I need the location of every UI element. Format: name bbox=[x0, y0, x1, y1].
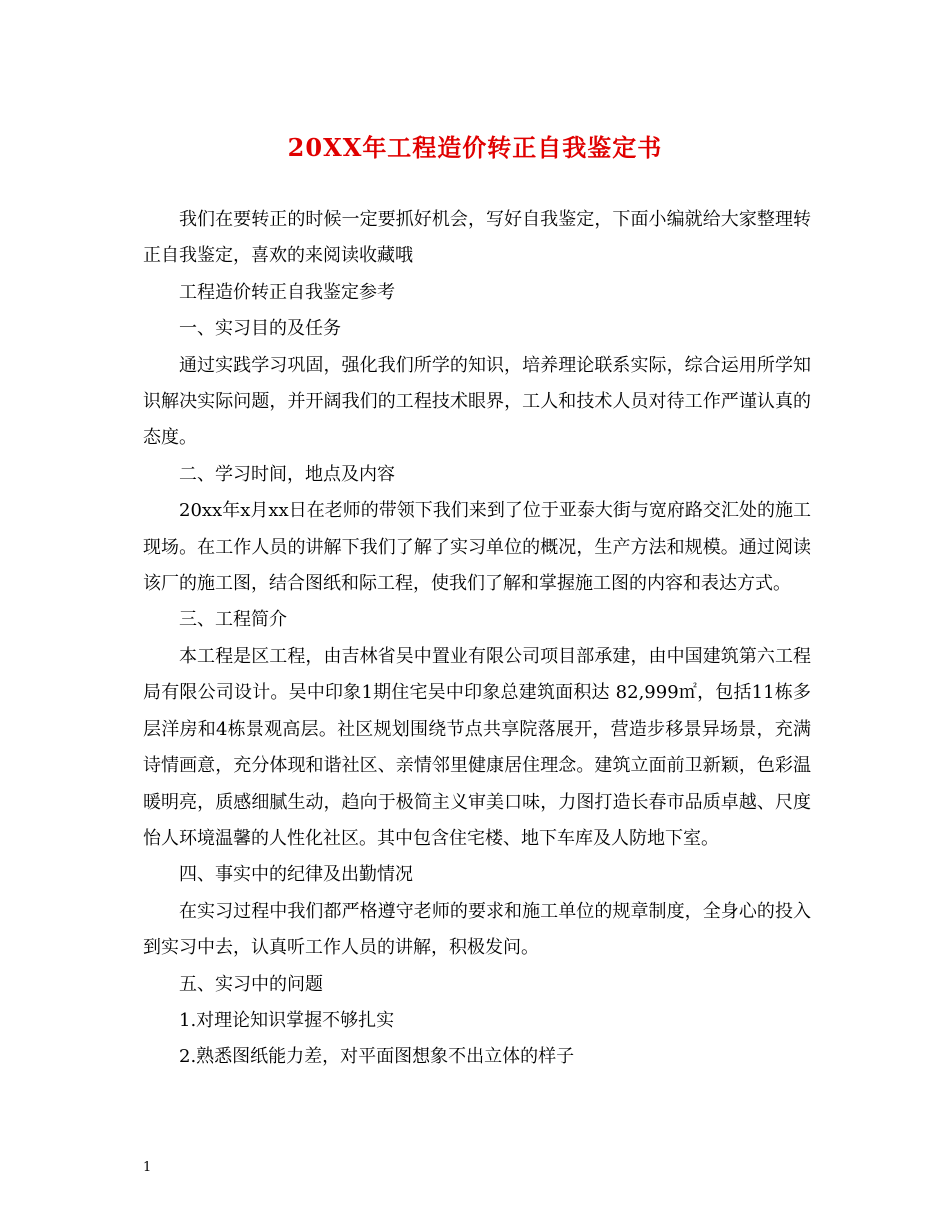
paragraph-section-2: 20xx年x月xx日在老师的带领下我们来到了位于亚泰大街与宽府路交汇处的施工现场。在工作人员的讲解下我们了解了实习单位的概况，生产方法和规模。通过阅读该厂的施工图，结合图纸和际工程，使我们了解和掌握施工图的内容和表达方式。 bbox=[143, 500, 811, 595]
document-body bbox=[143, 202, 811, 1076]
paragraph-section-3: 本工程是区工程，由吉林省吴中置业有限公司项目部承建，由中国建筑第六工程局有限公司设计。吴中印象1期住宅吴中印象总建筑面积达 82,999㎡，包括11栋多层洋房和4栋景观高层。社区规划围绕节点共享院落展开，营造步移景异场景，充满诗情画意，充分体现和谐社区、亲情邻里健康居住理念。建筑立面前卫新颖，色彩温暖明亮，质感细腻生动，趋向于极简主义审美口味，力图打造长春市品质卓越、尺度怡人环境温馨的人性化社区。其中包含住宅楼、地下车库及人防地下室。 bbox=[143, 645, 811, 849]
document-title: 20XX年工程造价转正自我鉴定书 bbox=[287, 133, 663, 162]
page-number: 1 bbox=[143, 1160, 152, 1175]
paragraph-subtitle: 工程造价转正自我鉴定参考 bbox=[179, 281, 395, 303]
section-heading-3: 三、工程简介 bbox=[179, 609, 287, 631]
paragraph-section-1: 通过实践学习巩固，强化我们所学的知识，培养理论联系实际，综合运用所学知识解决实际问题，并开阔我们的工程技术眼界，工人和技术人员对待工作严谨认真的态度。 bbox=[143, 354, 811, 449]
paragraph-section-4: 在实习过程中我们都严格遵守老师的要求和施工单位的规章制度，全身心的投入到实习中去，认真听工作人员的讲解，积极发问。 bbox=[143, 900, 811, 959]
section-heading-2: 二、学习时间，地点及内容 bbox=[179, 463, 395, 485]
list-item-2: 2.熟悉图纸能力差，对平面图想象不出立体的样子 bbox=[179, 1046, 575, 1068]
paragraph-intro: 我们在要转正的时候一定要抓好机会，写好自我鉴定，下面小编就给大家整理转正自我鉴定，喜欢的来阅读收藏哦 bbox=[143, 209, 811, 267]
section-heading-5: 五、实习中的问题 bbox=[179, 973, 323, 995]
list-item-1: 1.对理论知识掌握不够扎实 bbox=[179, 1009, 395, 1031]
section-heading-1: 一、实习目的及任务 bbox=[179, 318, 341, 340]
section-heading-4: 四、事实中的纪律及出勤情况 bbox=[179, 864, 413, 886]
